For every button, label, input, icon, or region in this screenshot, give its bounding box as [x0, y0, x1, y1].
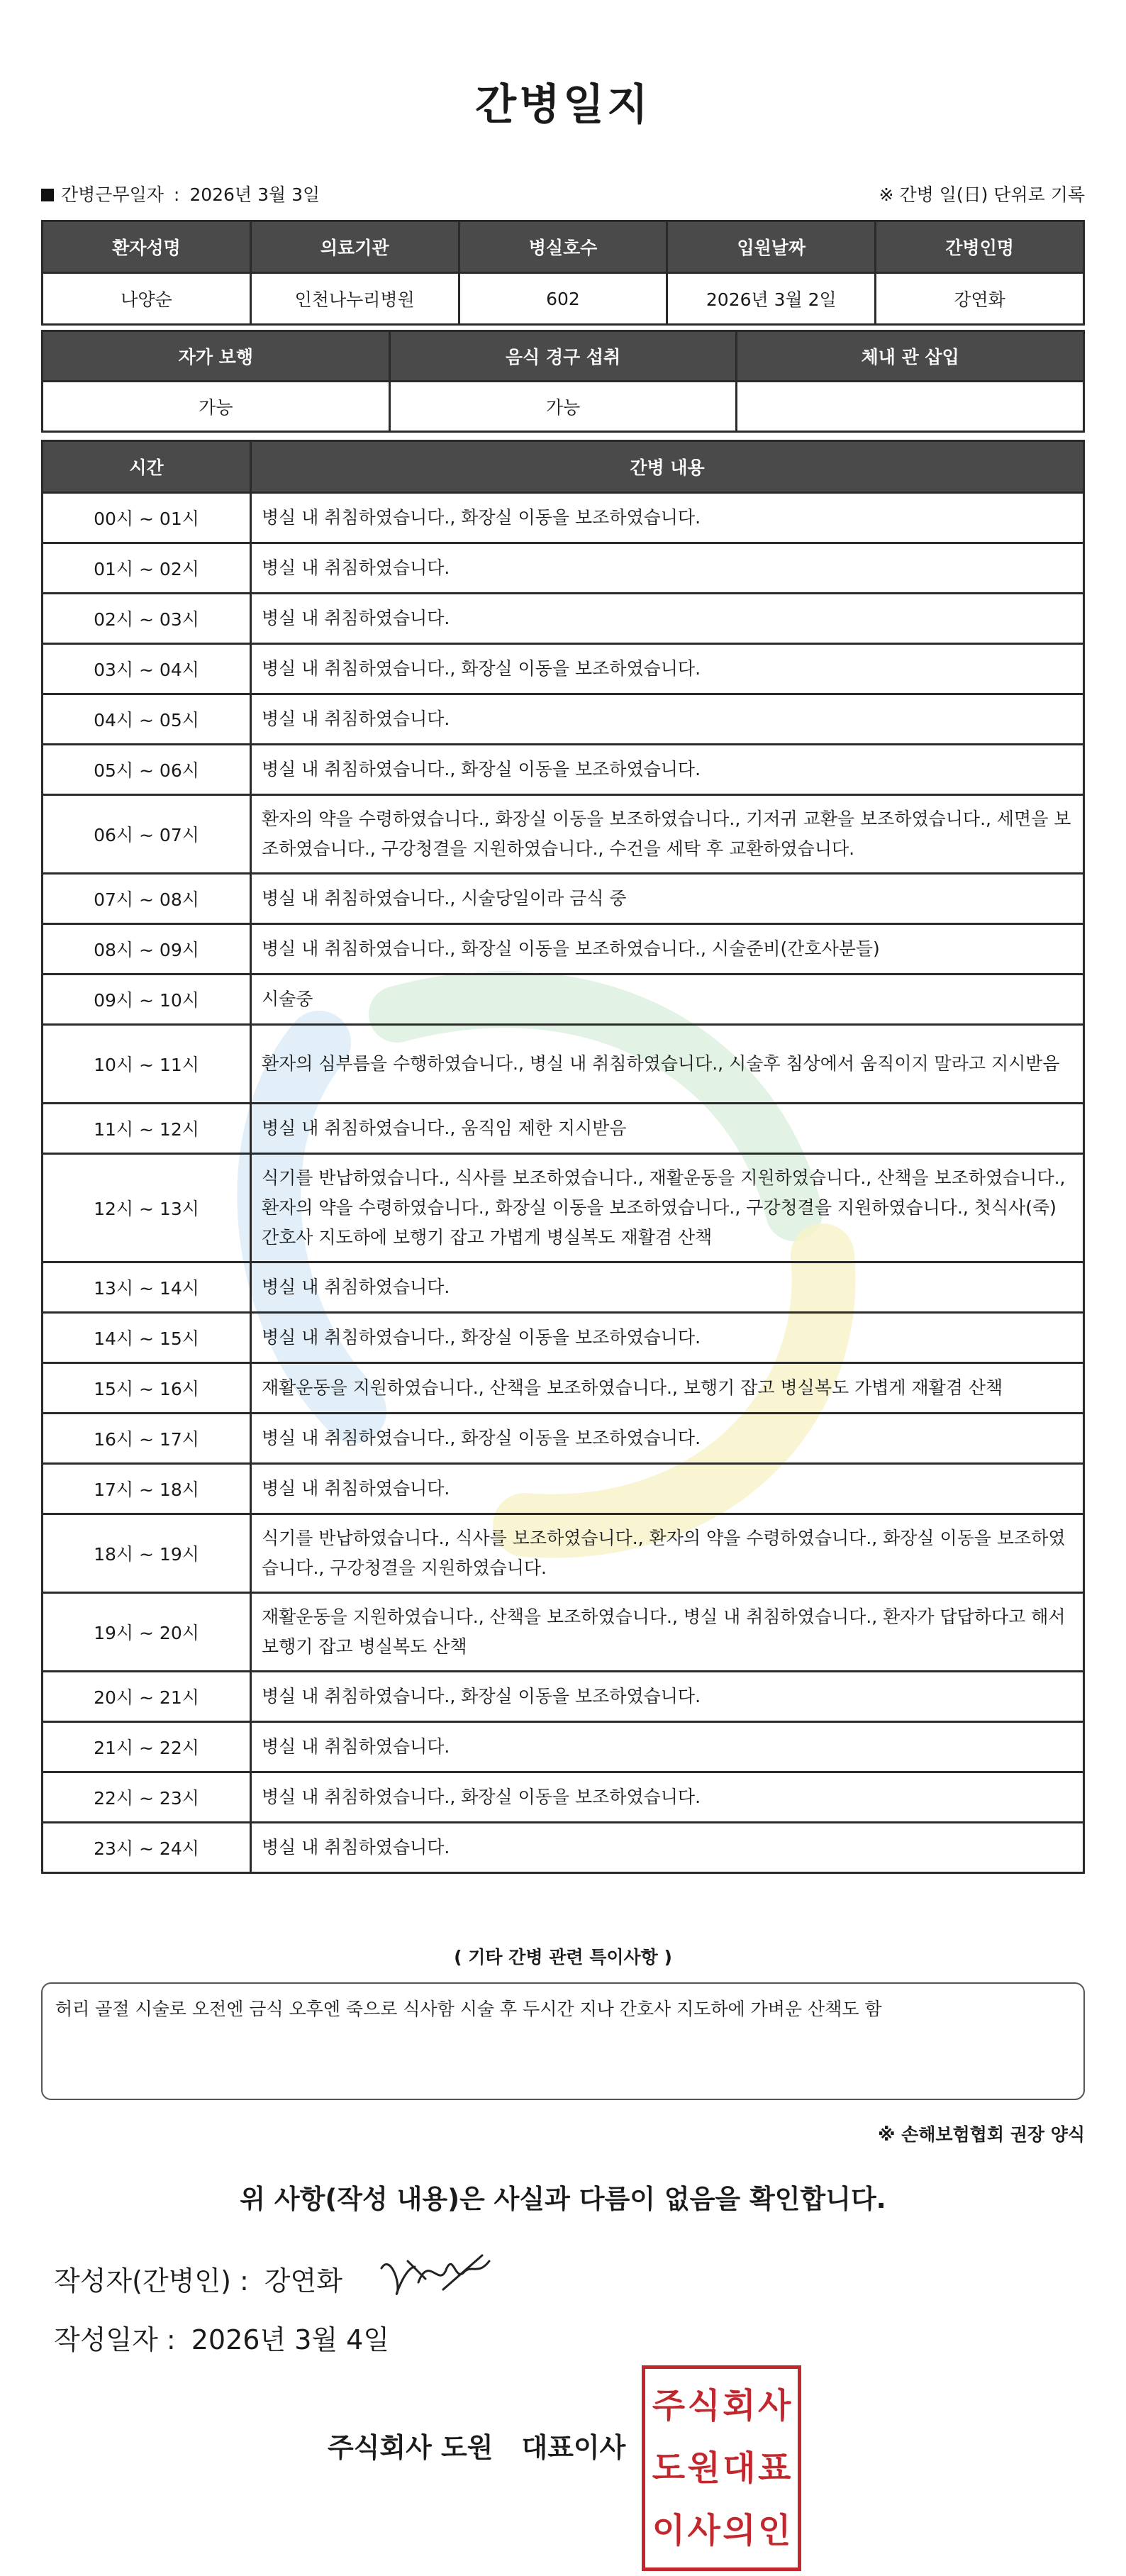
written-date-label: 작성일자 : [54, 2324, 176, 2355]
seal-char: 인 [757, 2511, 791, 2550]
care-log-time: 07시 ~ 08시 [43, 874, 251, 924]
care-log-row [43, 1154, 1084, 1262]
care-log-content: 병실 내 취침하였습니다., 화장실 이동을 보조하였습니다., 시술준비(간호사분들) [251, 924, 1084, 975]
care-log-content: 환자의 심부름을 수행하였습니다., 병실 내 취침하였습니다., 시술후 침상에서 움직이지 말라고 지시받음 [251, 1025, 1084, 1104]
header-time: 시간 [43, 441, 251, 493]
company-seal-stamp [642, 2365, 801, 2571]
patient-info-table [41, 220, 1085, 326]
square-bullet-icon [41, 189, 54, 201]
care-log-content: 병실 내 취침하였습니다. [251, 1823, 1084, 1873]
care-log-time: 02시 ~ 03시 [43, 594, 251, 644]
care-log-content: 병실 내 취침하였습니다., 화장실 이동을 보조하였습니다. [251, 493, 1084, 543]
care-log-time: 19시 ~ 20시 [43, 1593, 251, 1672]
care-log-header-row [43, 441, 1084, 493]
header-oral-intake: 음식 경구 섭취 [389, 331, 737, 382]
care-log-time: 23시 ~ 24시 [43, 1823, 251, 1873]
author-name: 강연화 [264, 2265, 342, 2297]
care-log-row [43, 1313, 1084, 1363]
seal-char: 주 [652, 2386, 686, 2426]
work-date-line [41, 181, 320, 206]
care-log-time: 01시 ~ 02시 [43, 543, 251, 594]
care-log-content: 병실 내 취침하였습니다., 화장실 이동을 보조하였습니다. [251, 1772, 1084, 1823]
work-date-sep: : [173, 184, 180, 205]
care-log-time: 04시 ~ 05시 [43, 694, 251, 745]
work-date-value: 2026년 3월 3일 [189, 184, 320, 205]
page-title: 간병일지 [475, 80, 651, 130]
care-log-row [43, 493, 1084, 543]
care-log-content: 병실 내 취침하였습니다., 화장실 이동을 보조하였습니다. [251, 1313, 1084, 1363]
header-patient-name: 환자성명 [43, 221, 251, 273]
care-log-content: 병실 내 취침하였습니다., 시술당일이라 금식 중 [251, 874, 1084, 924]
seal-char: 이 [652, 2511, 686, 2550]
special-notes-box [41, 1982, 1085, 2100]
care-log-time: 05시 ~ 06시 [43, 745, 251, 795]
seal-char: 원 [687, 2448, 720, 2488]
seal-char: 회 [723, 2386, 756, 2426]
header-admission-date: 입원날짜 [667, 221, 876, 273]
header-tube-insertion: 체내 관 삽입 [737, 331, 1084, 382]
seal-characters [651, 2375, 792, 2562]
status-value-row [43, 382, 1084, 432]
care-log-row [43, 694, 1084, 745]
header-care-content: 간병 내용 [251, 441, 1084, 493]
handwritten-signature [376, 2240, 496, 2304]
care-log-time: 22시 ~ 23시 [43, 1772, 251, 1823]
author-line [54, 2259, 342, 2298]
header-room-number: 병실호수 [459, 221, 667, 273]
care-log-content: 식기를 반납하였습니다., 식사를 보조하였습니다., 재활운동을 지원하였습니다., 산책을 보조하였습니다., 환자의 약을 수령하였습니다., 화장실 이동을 보조하였습니다., 구강청결을 지원하였습니다., 첫식사(죽) 간호사 지도하에 보행기 잡고 가볍게 병실복도 재활겸 산책 [251, 1154, 1084, 1262]
seal-char: 도 [652, 2448, 686, 2488]
seal-char: 식 [687, 2386, 720, 2426]
care-log-content: 식기를 반납하였습니다., 식사를 보조하였습니다., 환자의 약을 수령하였습니다., 화장실 이동을 보조하였습니다., 구강청결을 지원하였습니다. [251, 1514, 1084, 1593]
care-log-row [43, 1262, 1084, 1313]
seal-char: 의 [723, 2511, 756, 2550]
header-caregiver-name: 간병인명 [876, 221, 1084, 273]
recommended-form-note: ※ 손해보험협회 권장 양식 [878, 2124, 1085, 2145]
care-log-time: 08시 ~ 09시 [43, 924, 251, 975]
care-log-time: 13시 ~ 14시 [43, 1262, 251, 1313]
care-log-content: 병실 내 취침하였습니다. [251, 543, 1084, 594]
care-log-time: 18시 ~ 19시 [43, 1514, 251, 1593]
care-log-row [43, 1823, 1084, 1873]
care-log-row [43, 1414, 1084, 1464]
company-line [328, 2426, 625, 2465]
care-log-time: 09시 ~ 10시 [43, 975, 251, 1025]
tube-insertion-value [737, 382, 1084, 432]
confirmation-statement: 위 사항(작성 내용)은 사실과 다름이 없음을 확인합니다. [240, 2184, 886, 2214]
room-number: 602 [459, 273, 667, 325]
care-log-body [43, 493, 1084, 1873]
care-log-time: 21시 ~ 22시 [43, 1722, 251, 1772]
care-log-row [43, 594, 1084, 644]
care-log-row [43, 1672, 1084, 1722]
care-log-time: 20시 ~ 21시 [43, 1672, 251, 1722]
care-log-row [43, 644, 1084, 694]
care-log-content: 환자의 약을 수령하였습니다., 화장실 이동을 보조하였습니다., 기저귀 교환을 보조하였습니다., 세면을 보조하였습니다., 구강청결을 지원하였습니다., 수건을 세탁 후 교환하였습니다. [251, 795, 1084, 874]
caregiver-name: 강연화 [876, 273, 1084, 325]
care-log-row [43, 543, 1084, 594]
special-notes-text: 허리 골절 시술로 오전엔 금식 오후엔 죽으로 식사함 시술 후 두시간 지나 간호사 지도하에 가벼운 산책도 함 [55, 1999, 882, 2019]
header-self-walking: 자가 보행 [43, 331, 390, 382]
care-log-time: 06시 ~ 07시 [43, 795, 251, 874]
care-log-row [43, 1514, 1084, 1593]
care-log-table [41, 440, 1085, 1874]
oral-intake-value: 가능 [389, 382, 737, 432]
care-log-content: 시술중 [251, 975, 1084, 1025]
care-log-row [43, 1025, 1084, 1104]
daily-record-note: ※ 간병 일(日) 단위로 기록 [879, 184, 1085, 205]
care-log-content: 병실 내 취침하였습니다. [251, 594, 1084, 644]
care-log-row [43, 1722, 1084, 1772]
care-log-row [43, 795, 1084, 874]
care-log-row [43, 874, 1084, 924]
written-date-value: 2026년 3월 4일 [191, 2324, 390, 2355]
care-log-row [43, 1363, 1084, 1414]
care-log-content: 병실 내 취침하였습니다. [251, 1722, 1084, 1772]
seal-char: 사 [687, 2511, 720, 2550]
care-log-time: 10시 ~ 11시 [43, 1025, 251, 1104]
patient-info-value-row [43, 273, 1084, 325]
care-log-row [43, 1464, 1084, 1514]
seal-char: 표 [757, 2448, 791, 2488]
care-log-time: 15시 ~ 16시 [43, 1363, 251, 1414]
care-log-time: 03시 ~ 04시 [43, 644, 251, 694]
care-log-content: 병실 내 취침하였습니다. [251, 1262, 1084, 1313]
self-walking-value: 가능 [43, 382, 390, 432]
status-header-row [43, 331, 1084, 382]
care-log-row [43, 1593, 1084, 1672]
patient-status-table [41, 330, 1085, 433]
care-log-time: 12시 ~ 13시 [43, 1154, 251, 1262]
care-log-content: 재활운동을 지원하였습니다., 산책을 보조하였습니다., 보행기 잡고 병실복도 가볍게 재활겸 산책 [251, 1363, 1084, 1414]
care-log-content: 병실 내 취침하였습니다., 화장실 이동을 보조하였습니다. [251, 745, 1084, 795]
hospital-name: 인천나누리병원 [250, 273, 459, 325]
company-role: 대표이사 [521, 2432, 626, 2463]
written-date-line [54, 2318, 389, 2357]
care-log-time: 14시 ~ 15시 [43, 1313, 251, 1363]
admission-date: 2026년 3월 2일 [667, 273, 876, 325]
seal-char: 대 [723, 2448, 756, 2488]
care-log-content: 병실 내 취침하였습니다., 움직임 제한 지시받음 [251, 1104, 1084, 1154]
care-log-time: 17시 ~ 18시 [43, 1464, 251, 1514]
care-log-content: 재활운동을 지원하였습니다., 산책을 보조하였습니다., 병실 내 취침하였습니다., 환자가 답답하다고 해서 보행기 잡고 병실복도 산책 [251, 1593, 1084, 1672]
care-log-time: 16시 ~ 17시 [43, 1414, 251, 1464]
care-log-content: 병실 내 취침하였습니다., 화장실 이동을 보조하였습니다. [251, 1672, 1084, 1722]
author-label: 작성자(간병인) : [54, 2265, 249, 2297]
care-log-content: 병실 내 취침하였습니다. [251, 1464, 1084, 1514]
company-name: 주식회사 도원 [328, 2432, 494, 2463]
notes-title: ( 기타 간병 관련 특이사항 ) [454, 1947, 672, 1967]
care-log-time: 11시 ~ 12시 [43, 1104, 251, 1154]
patient-name: 나양순 [43, 273, 251, 325]
care-log-row [43, 1772, 1084, 1823]
care-log-row [43, 975, 1084, 1025]
header-hospital: 의료기관 [250, 221, 459, 273]
care-log-row [43, 1104, 1084, 1154]
work-date-label: 간병근무일자 [61, 184, 164, 205]
care-log-content: 병실 내 취침하였습니다., 화장실 이동을 보조하였습니다. [251, 1414, 1084, 1464]
care-log-content: 병실 내 취침하였습니다., 화장실 이동을 보조하였습니다. [251, 644, 1084, 694]
care-log-time: 00시 ~ 01시 [43, 493, 251, 543]
care-log-row [43, 745, 1084, 795]
care-log-row [43, 924, 1084, 975]
seal-char: 사 [757, 2386, 791, 2426]
care-log-content: 병실 내 취침하였습니다. [251, 694, 1084, 745]
patient-info-header-row [43, 221, 1084, 273]
